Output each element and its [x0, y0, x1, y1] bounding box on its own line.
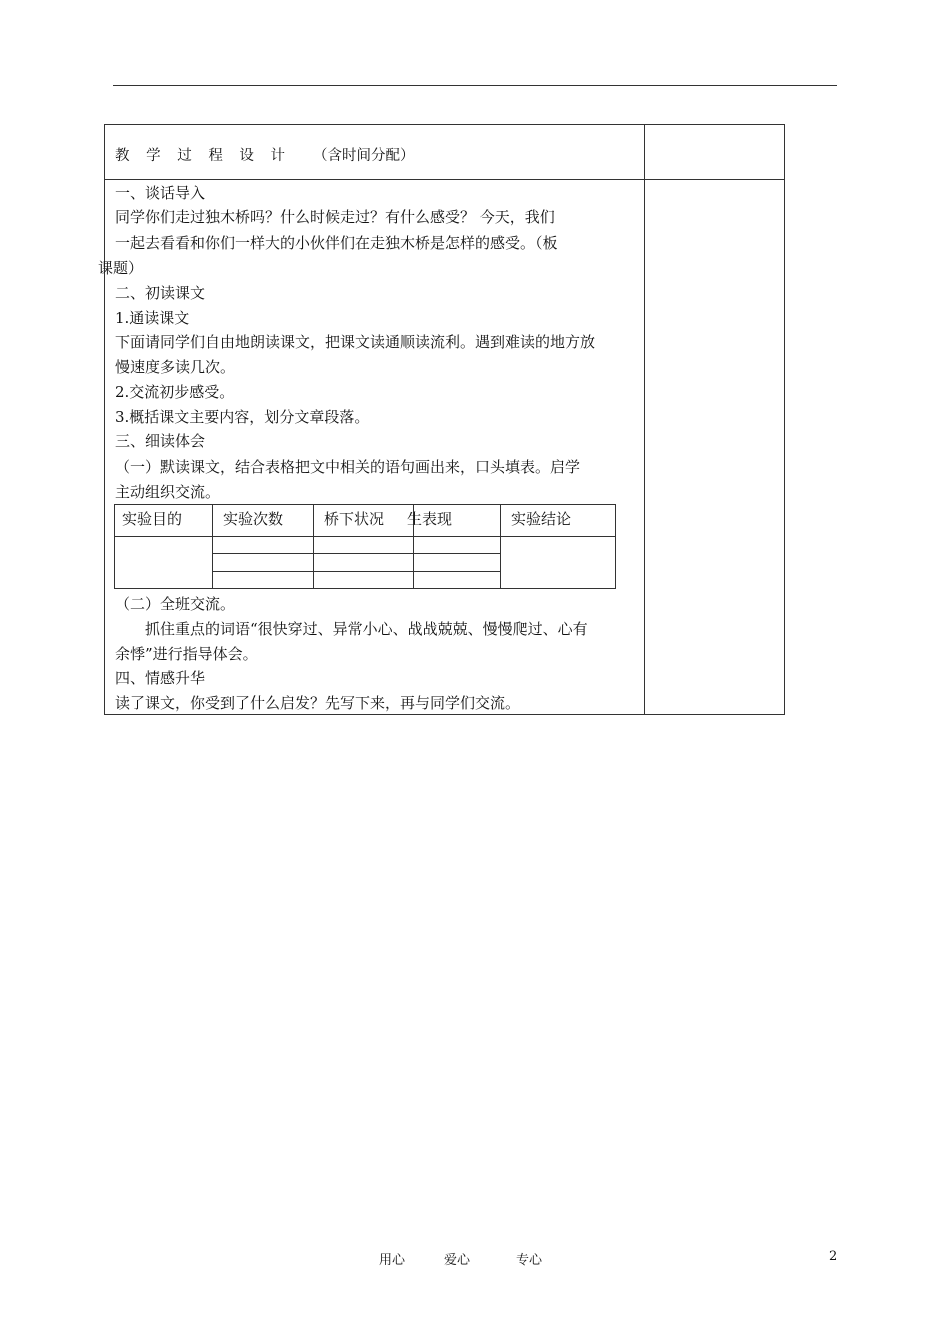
text-line: 课题）	[98, 259, 144, 277]
text-line: 余悸”进行指导体会。	[115, 645, 258, 663]
table-row-line	[212, 571, 500, 572]
table-col-line	[212, 504, 213, 589]
text-line-close-reading-heading: 三、细读体会	[115, 432, 206, 450]
text-line: 下面请同学们自由地朗读课文，把课文读通顺读流利。遇到难读的地方放	[115, 333, 596, 351]
table-col-line	[313, 504, 314, 589]
row-divider	[104, 179, 785, 180]
section-subtitle: （含时间分配）	[313, 148, 415, 164]
text-line: 主动组织交流。	[115, 483, 221, 501]
text-line: 一起去看看和你们一样大的小伙伴们在走独木桥是怎样的感受。（板	[115, 234, 558, 252]
table-header-cell: 实验结论	[511, 510, 572, 528]
text-line: （一）默读课文，结合表格把文中相关的语句画出来，口头填表。启学	[115, 458, 581, 476]
column-divider	[644, 124, 645, 715]
table-header-cell: 生表现	[407, 510, 453, 528]
footer-right: 专心	[516, 1253, 543, 1268]
text-line: 读了课文，你受到了什么启发？先写下来，再与同学们交流。	[115, 694, 521, 712]
footer-left: 用心	[379, 1253, 406, 1268]
page-number: 2	[829, 1249, 838, 1264]
text-line: （二）全班交流。	[115, 595, 236, 613]
table-row-line	[114, 536, 616, 537]
text-line: 3.概括课文主要内容，划分文章段落。	[115, 408, 370, 426]
table-header-cell: 实验次数	[223, 510, 284, 528]
text-line: 抓住重点的词语“很快穿过、异常小心、战战兢兢、慢慢爬过、心有	[115, 620, 588, 638]
table-row-line	[212, 553, 500, 554]
header-rule	[113, 85, 837, 86]
table-header-cell: 桥下状况	[324, 510, 385, 528]
text-line: 同学你们走过独木桥吗？什么时候走过？有什么感受？ 今天，我们	[115, 208, 555, 226]
text-line: 2.交流初步感受。	[115, 383, 235, 401]
text-line-sublimation-heading: 四、情感升华	[115, 669, 206, 687]
table-header-cell: 实验目的	[122, 510, 183, 528]
text-line: 1.通读课文	[115, 309, 190, 327]
text-line-intro-heading: 一、谈话导入	[115, 184, 206, 202]
footer-middle: 爱心	[444, 1253, 471, 1268]
section-title: 教 学 过 程 设 计	[115, 148, 292, 164]
table-col-line	[500, 504, 501, 589]
text-line: 慢速度多读几次。	[115, 358, 236, 376]
text-line-reading-heading: 二、初读课文	[115, 284, 206, 302]
